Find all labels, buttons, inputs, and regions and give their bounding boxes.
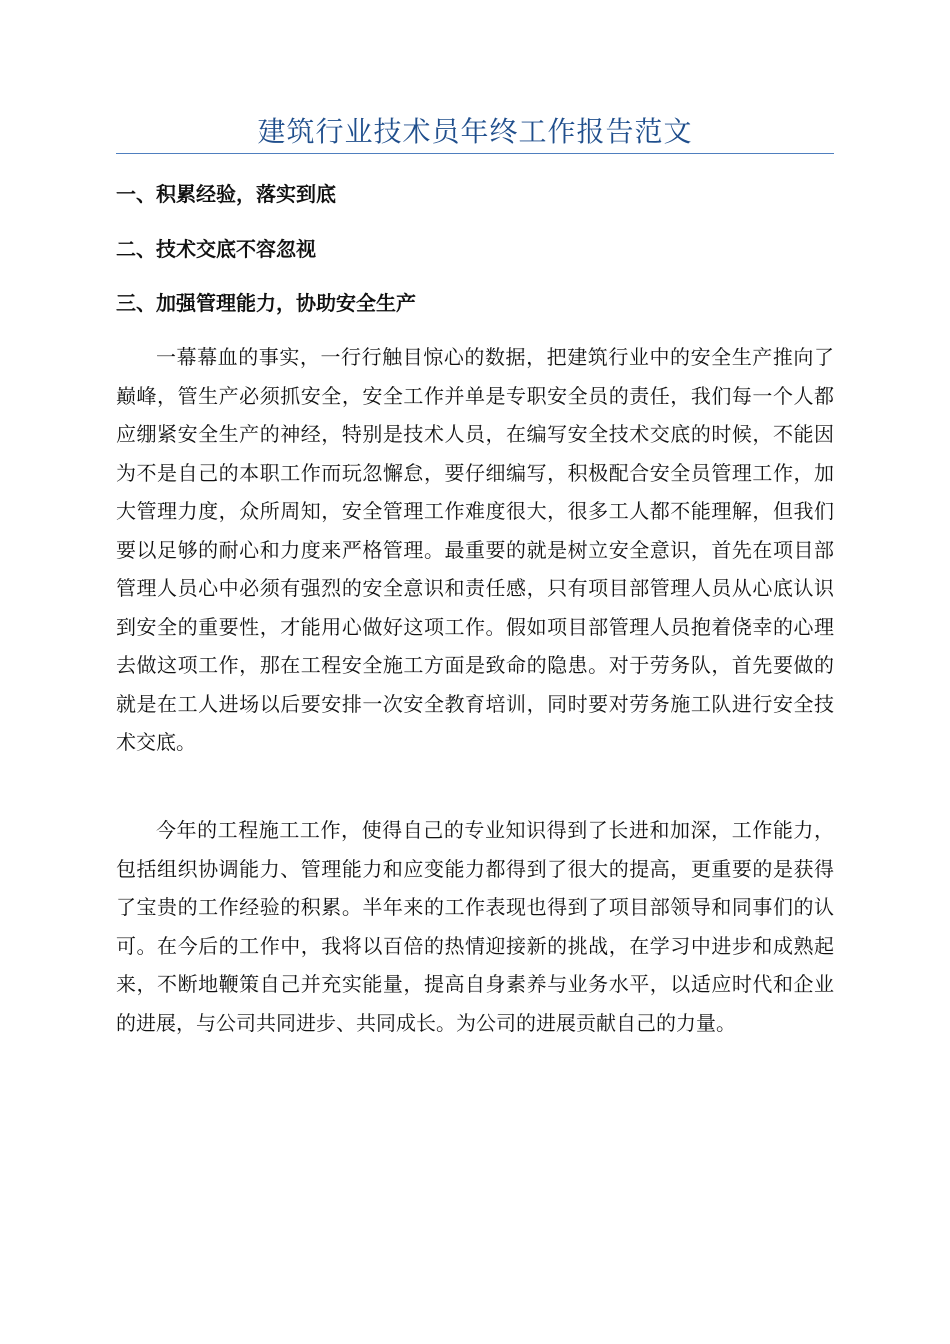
- document-title: 建筑行业技术员年终工作报告范文: [257, 115, 693, 148]
- section-heading-2: 二、技术交底不容忽视: [116, 237, 316, 261]
- title-underline: [116, 153, 834, 154]
- body-paragraph-1: 一幕幕血的事实，一行行触目惊心的数据，把建筑行业中的安全生产推向了巅峰，管生产必须抓安全，安全工作并单是专职安全员的责任，我们每一个人都应绷紧安全生产的神经，特别是技术人员，在编写安全技术交底的时候，不能因为不是自己的本职工作而玩忽懈怠，要仔细编写，积极配合安全员管理工作，加大管理力度，众所周知，安全管理工作难度很大，很多工人都不能理解，但我们要以足够的耐心和力度来严格管理。最重要的就是树立安全意识，首先在项目部管理人员心中必须有强烈的安全意识和责任感，只有项目部管理人员从心底认识到安全的重要性，才能用心做好这项工作。假如项目部管理人员抱着侥幸的心理去做这项工作，那在工程安全施工方面是致命的隐患。对于劳务队，首先要做的就是在工人进场以后要安排一次安全教育培训，同时要对劳务施工队进行安全技术交底。: [116, 345, 834, 754]
- section-heading-3: 三、加强管理能力，协助安全生产: [116, 291, 416, 315]
- body-paragraph-2: 今年的工程施工工作，使得自己的专业知识得到了长进和加深，工作能力，包括组织协调能力、管理能力和应变能力都得到了很大的提高，更重要的是获得了宝贵的工作经验的积累。半年来的工作表现也得到了项目部领导和同事们的认可。在今后的工作中，我将以百倍的热情迎接新的挑战，在学习中进步和成熟起来，不断地鞭策自己并充实能量，提高自身素养与业务水平，以适应时代和企业的进展，与公司共同进步、共同成长。为公司的进展贡献自己的力量。: [116, 818, 834, 1035]
- section-heading-1: 一、积累经验，落实到底: [116, 182, 336, 206]
